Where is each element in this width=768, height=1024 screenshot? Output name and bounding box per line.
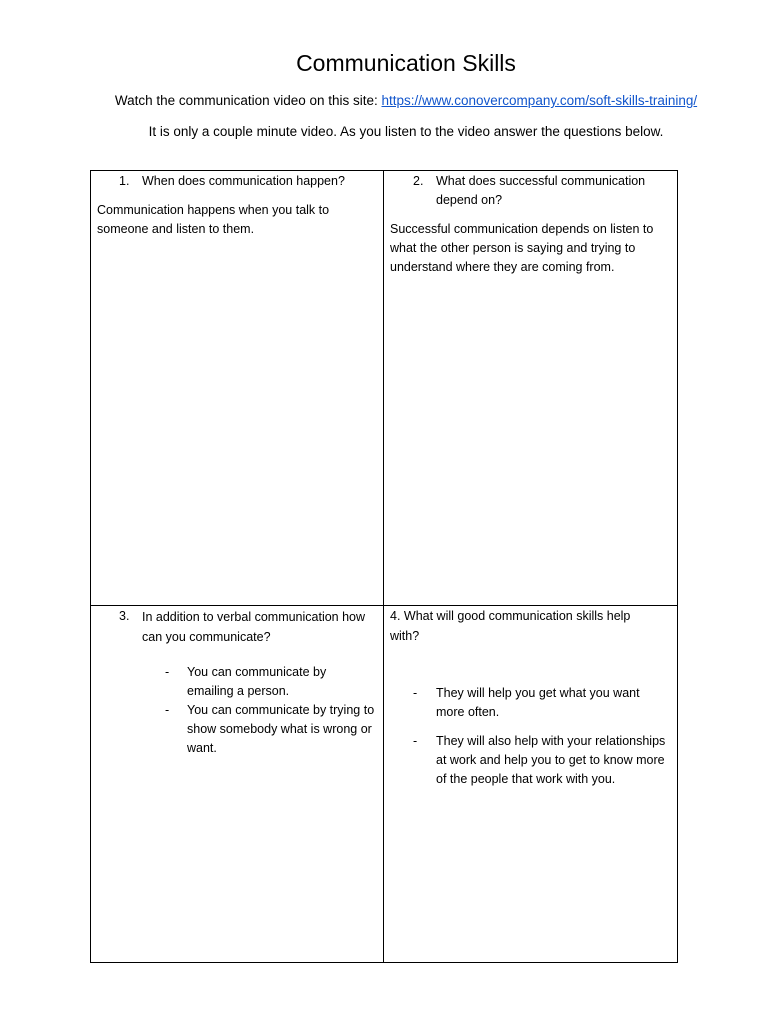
intro-line-2: It is only a couple minute video. As you listen to the video answer the questions below. (148, 124, 664, 139)
bullet-marker: - (165, 665, 170, 679)
intro-text: Watch the communication video on this site: (114, 93, 382, 108)
answer-3-bullet-2: You can communicate by trying to show somebody what is wrong or want. (187, 703, 375, 755)
question-3-number: 3. (119, 609, 130, 623)
question-2-number: 2. (413, 174, 424, 188)
answer-1-text: Communication happens when you talk to someone and listen to them. (97, 203, 330, 236)
bullet-marker: - (413, 686, 418, 700)
answer-2-text: Successful communication depends on listen to what the other person is saying and trying to understand where they are coming from. (390, 222, 654, 274)
table-vertical-divider (383, 170, 384, 963)
question-1-text: When does communication happen? (142, 174, 345, 188)
answer-4-bullet-1: They will help you get what you want more often. (436, 686, 640, 719)
question-4-text: 4. What will good communication skills help with? (390, 609, 631, 643)
question-3-text: In addition to verbal communication how can you communicate? (142, 610, 366, 644)
answer-3-bullet-1: You can communicate by emailing a person. (187, 665, 327, 698)
answer-4-bullet-2: They will also help with your relationships at work and help you to get to know more of the people that work with you. (436, 734, 666, 786)
question-table (90, 170, 678, 963)
question-2-text: What does successful communication depend on? (436, 174, 646, 207)
training-link[interactable]: https://www.conovercompany.com/soft-skills-training/ (381, 93, 698, 108)
page-title: Communication Skills (296, 50, 516, 76)
question-1-number: 1. (119, 174, 130, 188)
bullet-marker: - (165, 703, 170, 717)
bullet-marker: - (413, 734, 418, 748)
intro-line-1 (0, 92, 768, 110)
